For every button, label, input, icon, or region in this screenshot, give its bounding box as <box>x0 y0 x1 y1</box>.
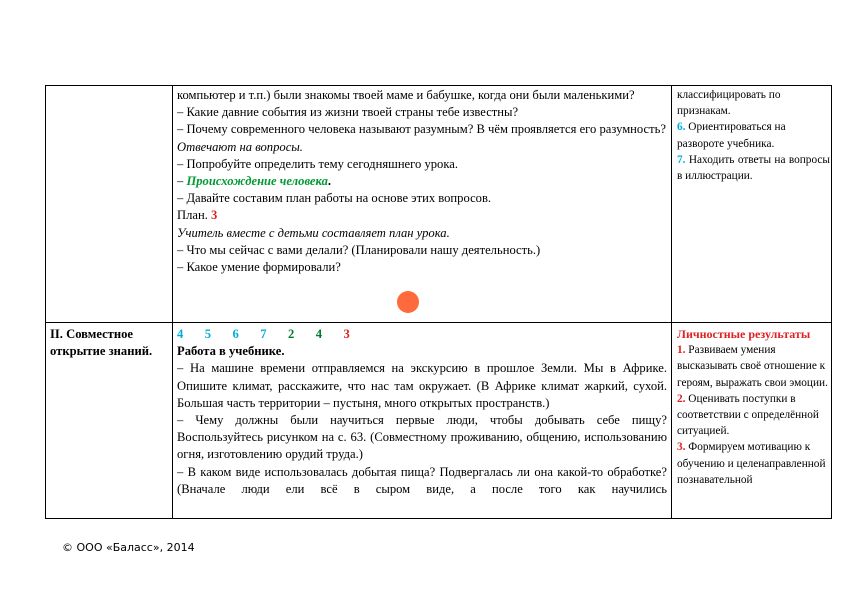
top-right-cell <box>677 87 830 319</box>
plan-label: План. <box>177 208 212 223</box>
column-divider-left <box>172 86 173 518</box>
result-item-7 <box>677 152 830 184</box>
lesson-topic: Происхождение человека <box>186 174 328 189</box>
top-middle-cell <box>177 87 667 319</box>
teacher-note: Учитель вместе с детьми составляет план урока. <box>177 225 450 240</box>
result-item-6 <box>677 119 830 151</box>
bottom-middle-cell <box>177 326 667 519</box>
plan-line <box>177 207 667 224</box>
text-line: – Давайте составим план работы на основе этих вопросов. <box>177 191 492 206</box>
dash: – <box>177 174 187 189</box>
text-line: – Почему современного человека называют разумным? В чём проявляется его разумность? <box>177 122 666 137</box>
digit: 4 <box>177 327 184 341</box>
stage-title-cell <box>50 326 170 516</box>
digit-row <box>177 326 667 343</box>
item-number: 2. <box>677 392 686 405</box>
answer-note: Отвечают на вопросы. <box>177 139 303 154</box>
text-line: компьютер и т.п.) были знакомы твоей маме и бабушке, когда они были маленькими? <box>177 88 635 102</box>
text-line: – Попробуйте определить тему сегодняшнего урока. <box>177 156 458 171</box>
digit: 3 <box>343 327 350 341</box>
cursor-dot <box>397 291 419 313</box>
result-item-2 <box>677 391 830 440</box>
text-line: – Что мы сейчас с вами делали? (Планировали нашу деятельность.) <box>177 242 541 257</box>
work-title: Работа в учебнике. <box>177 344 285 359</box>
paragraph: – На машине времени отправляемся на экскурсию в прошлое Земли. Мы в Африке. Опишите климат, расскажите, что нас там окружает. (В Африке климат жаркий, сухой. Большая часть территории – пустыня, много открытых пространств.) <box>177 361 667 410</box>
bottom-right-cell <box>677 326 830 519</box>
digit: 2 <box>288 327 295 341</box>
item-text: Ориентироваться на развороте учебника. <box>677 121 786 150</box>
item-number: 6. <box>677 121 686 134</box>
result-item-3 <box>677 439 830 488</box>
item-text: Развиваем умения высказывать своё отношение к героям, выражать свои эмоции. <box>677 344 828 389</box>
paragraph: – Чему должны были научиться первые люди, чтобы добывать себе пищу? Воспользуйтесь рисунком на с. 63. (Совместному проживанию, общению, использованию огня, изготовлению орудий труда.) <box>177 413 667 462</box>
copyright-footer: © ООО «Баласс», 2014 <box>62 541 195 554</box>
plan-number: 3 <box>211 208 218 223</box>
stage-title: II. Совместное открытие знаний. <box>50 327 153 359</box>
result-line: классифицировать по признакам. <box>677 89 781 118</box>
lesson-table <box>45 85 832 519</box>
item-text: Оценивать поступки в соответствии с определённой ситуацией. <box>677 392 819 438</box>
digit: 5 <box>204 327 212 341</box>
result-item-1 <box>677 342 830 391</box>
text-line: – Какие давние события из жизни твоей страны тебе известны? <box>177 105 519 120</box>
item-number: 3. <box>677 441 686 454</box>
item-number: 7. <box>677 153 686 166</box>
text-line: – Какое умение формировали? <box>177 260 341 275</box>
row-divider <box>46 322 831 323</box>
item-text: Находить ответы на вопросы в иллюстрации. <box>677 153 830 183</box>
paragraph: – В каком виде использовалась добытая пища? Подвергалась ли она какой-то обработке? (Вначале люди ели всё в сыром виде, а после того как научились <box>177 464 667 496</box>
digit: 6 <box>232 327 239 341</box>
item-number: 1. <box>677 344 686 357</box>
item-text: Формируем мотивацию к обучению и целенаправленной познавательной <box>677 441 826 486</box>
topic-line <box>177 173 667 190</box>
digit: 4 <box>315 327 323 341</box>
column-divider-right <box>671 86 672 518</box>
results-heading: Личностные результаты <box>677 327 811 341</box>
period: . <box>327 174 332 189</box>
digit: 7 <box>260 327 267 341</box>
